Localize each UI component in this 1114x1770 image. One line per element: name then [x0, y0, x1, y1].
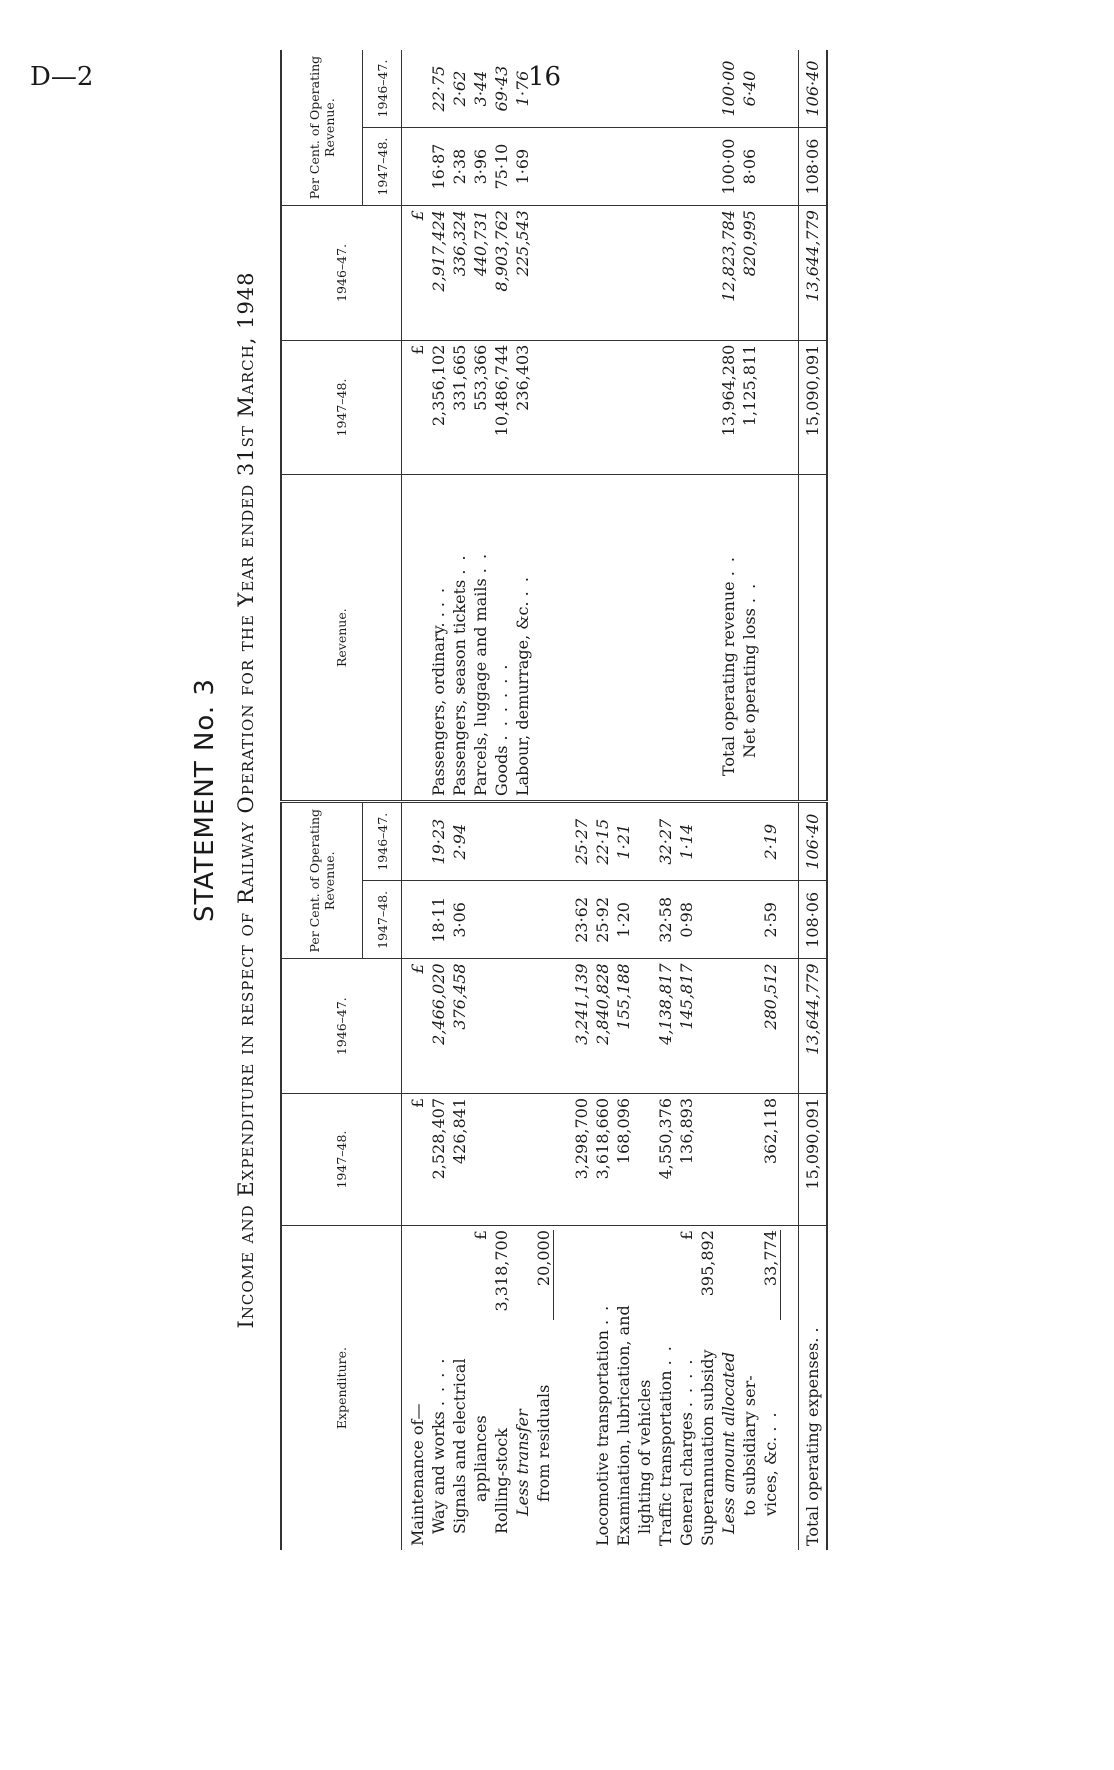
way-works-label: Way and works [429, 1411, 448, 1534]
traffic-1947: 4,550,376 [655, 1093, 676, 1225]
goods-pct-1946: 69·43 [491, 50, 512, 128]
services-label: vices, &c. [761, 1436, 780, 1516]
parcels-pct-1946: 3·44 [470, 50, 491, 128]
rev-percent-header: Per Cent. of Operating Revenue. [281, 50, 363, 206]
pound-sign: £ [408, 1097, 427, 1109]
revenue-total-1947: 15,090,091 [799, 340, 828, 475]
exp-year-1947-header: 1947–48. [281, 1093, 402, 1225]
rev-pct-1947-header: 1947–48. [363, 128, 402, 206]
net-loss-1946: 820,995 [739, 206, 760, 341]
exp-percent-header: Per Cent. of Operating Revenue. [281, 802, 363, 959]
revenue-total-pct-1946: 106·40 [799, 50, 828, 128]
signals-label-cont: appliances [471, 1415, 490, 1502]
traffic-1946: 4,138,817 [655, 959, 676, 1094]
page-number: 16 [528, 62, 562, 92]
general-charges-label: General charges [677, 1412, 696, 1546]
locomotive-1947: 3,618,660 [592, 1093, 613, 1225]
exp-pct-1946-header: 1946–47. [363, 802, 402, 881]
table-row [760, 50, 782, 1550]
subsidiary-services-value: 33,774 [761, 1230, 781, 1320]
leader-dots: . . [429, 585, 448, 608]
revenue-total-1946: 13,644,779 [799, 206, 828, 341]
pound-sign: £ [408, 344, 427, 355]
general-charges-1946: 145,817 [676, 959, 697, 1094]
rotated-statement [190, 50, 1100, 1550]
pound-sign: £ [408, 210, 427, 221]
table-row [571, 50, 592, 1550]
table-row [449, 50, 470, 1550]
examination-1946: 155,188 [613, 959, 634, 1094]
table-row [655, 50, 676, 1550]
labour-pct-1947: 1·69 [512, 128, 533, 206]
way-works-pct-1946: 19·23 [428, 802, 449, 881]
rolling-stock-pct-1946: 25·27 [571, 802, 592, 881]
total-expenses-label: Total operating expenses. . [799, 1226, 828, 1550]
total-expenses-pct-1947: 108·06 [799, 881, 828, 959]
net-loss-1947: 1,125,811 [739, 340, 760, 475]
table-row [491, 50, 512, 1550]
rolling-stock-1947: 3,298,700 [571, 1093, 592, 1225]
traffic-label: Traffic transportation [656, 1370, 675, 1546]
signals-1947: 426,841 [449, 1093, 470, 1225]
parcels-1947: 553,366 [470, 340, 491, 475]
signals-label: Signals and electrical [450, 1358, 469, 1534]
leader-dots: . . [761, 1410, 780, 1432]
subsidiary-services-label: to subsidiary ser- [740, 1375, 759, 1516]
signals-pct-1947: 3·06 [449, 881, 470, 959]
from-residuals-label: from residuals [534, 1384, 553, 1502]
rolling-stock-pct-1947: 23·62 [571, 881, 592, 959]
table-row [676, 50, 697, 1550]
parcels-label: Parcels, luggage and mails [471, 578, 490, 797]
leader-dots: . . . . . . [492, 662, 511, 741]
superannuation-1946: 280,512 [760, 959, 782, 1094]
leader-dots: . . [513, 575, 532, 597]
passengers-ordinary-1947: 2,356,102 [428, 340, 449, 475]
net-loss-pct-1946: 6·40 [739, 50, 760, 128]
way-works-1947: 2,528,407 [428, 1093, 449, 1225]
table-row [533, 50, 555, 1550]
general-charges-1947: 136,893 [676, 1093, 697, 1225]
superannuation-1947: 362,118 [760, 1093, 782, 1225]
table-row [428, 50, 449, 1550]
less-transfer-label: Less transfer [513, 1409, 532, 1516]
passengers-season-pct-1946: 2·62 [449, 50, 470, 128]
general-charges-pct-1946: 1·14 [676, 802, 697, 881]
leader-dots: . . [450, 553, 469, 575]
revenue-header: Revenue. [281, 475, 402, 802]
goods-label: Goods [492, 745, 511, 797]
table-row [697, 50, 718, 1550]
table-row [592, 50, 613, 1550]
general-charges-pct-1947: 0·98 [676, 881, 697, 959]
traffic-pct-1947: 32·58 [655, 881, 676, 959]
labour-label: Labour, demurrage, &c. [513, 601, 532, 797]
passengers-ordinary-label: Passengers, ordinary. . [429, 612, 448, 797]
passengers-ordinary-1946: 2,917,424 [428, 206, 449, 341]
table-row [718, 50, 739, 1550]
table-row [739, 50, 760, 1550]
passengers-season-1946: 336,324 [449, 206, 470, 341]
locomotive-label: Locomotive transportation [593, 1330, 612, 1546]
traffic-pct-1946: 32·27 [655, 802, 676, 881]
leader-dots: . . . . [429, 1356, 448, 1407]
total-expenses-1947: 15,090,091 [799, 1093, 828, 1225]
table-row [470, 50, 491, 1550]
passengers-season-1947: 331,665 [449, 340, 470, 475]
total-revenue-1946: 12,823,784 [718, 206, 739, 341]
examination-label-cont: lighting of vehicles [635, 1379, 654, 1534]
rolling-stock-1946: 3,241,139 [571, 959, 592, 1094]
passengers-ordinary-pct-1946: 22·75 [428, 50, 449, 128]
revenue-total-pct-1947: 108·06 [799, 128, 828, 206]
way-works-pct-1947: 18·11 [428, 881, 449, 959]
table-row [613, 50, 634, 1550]
superannuation-label: Superannuation subsidy [698, 1349, 717, 1546]
statement-heading: STATEMENT No. 3 [190, 678, 220, 922]
pound-sign: £ [408, 963, 427, 974]
total-expenses-1946: 13,644,779 [799, 959, 828, 1094]
table-row [799, 50, 828, 1550]
residuals-value: 20,000 [534, 1230, 554, 1320]
table-row [634, 50, 655, 1550]
locomotive-pct-1947: 25·92 [592, 881, 613, 959]
statement-title: Income and Expenditure in respect of Railway Operation for the Year ended 31st March, 1948 [234, 271, 258, 1329]
income-expenditure-table [280, 50, 828, 1550]
leader-dots: . . [719, 555, 738, 577]
examination-label: Examination, lubrication, and [614, 1305, 633, 1546]
passengers-ordinary-pct-1947: 16·87 [428, 128, 449, 206]
leader-dots: . . . . [677, 1357, 696, 1408]
leader-dots: . . [593, 1303, 612, 1325]
rev-year-1947-header: 1947–48. [281, 340, 402, 475]
superannuation-pct-1947: 2·59 [760, 881, 782, 959]
labour-1947: 236,403 [512, 340, 533, 475]
way-works-1946: 2,466,020 [428, 959, 449, 1094]
leader-dots: . . [740, 581, 759, 604]
net-loss-pct-1947: 8·06 [739, 128, 760, 206]
rolling-stock-gross: 3,318,700 [492, 1230, 511, 1312]
leader-dots: . . [471, 551, 490, 574]
locomotive-1946: 2,840,828 [592, 959, 613, 1094]
examination-1947: 168,096 [613, 1093, 634, 1225]
exp-pct-1947-header: 1947–48. [363, 881, 402, 959]
locomotive-pct-1946: 22·15 [592, 802, 613, 881]
parcels-1946: 440,731 [470, 206, 491, 341]
rolling-stock-label: Rolling-stock [492, 1428, 511, 1534]
less-allocated-label: Less amount allocated [719, 1351, 738, 1534]
rev-year-1946-header: 1946–47. [281, 206, 402, 341]
maintenance-heading: Maintenance of— [408, 1403, 427, 1546]
labour-1946: 225,543 [512, 206, 533, 341]
table-row [512, 50, 533, 1550]
page-reference: D—2 [30, 62, 94, 92]
pound-sign: £ [471, 1230, 490, 1241]
goods-1947: 10,486,744 [491, 340, 512, 475]
labour-pct-1946: 1·76 [512, 50, 533, 128]
expenditure-header: Expenditure. [281, 1226, 402, 1550]
examination-pct-1947: 1·20 [613, 881, 634, 959]
total-revenue-1947: 13,964,280 [718, 340, 739, 475]
signals-1946: 376,458 [449, 959, 470, 1094]
exp-year-1946-header: 1946–47. [281, 959, 402, 1094]
total-revenue-label: Total operating revenue [719, 581, 738, 777]
leader-dots: . . [656, 1344, 675, 1366]
net-loss-label: Net operating loss [740, 608, 759, 759]
passengers-season-label: Passengers, season tickets [450, 579, 469, 797]
parcels-pct-1947: 3·96 [470, 128, 491, 206]
superannuation-pct-1946: 2·19 [760, 802, 782, 881]
total-revenue-pct-1946: 100·00 [718, 50, 739, 128]
total-revenue-pct-1947: 100·00 [718, 128, 739, 206]
rev-pct-1946-header: 1946–47. [363, 50, 402, 128]
goods-1946: 8,903,762 [491, 206, 512, 341]
table-row [402, 50, 429, 1550]
pound-sign: £ [677, 1230, 696, 1241]
superannuation-gross: 395,892 [698, 1230, 717, 1297]
examination-pct-1946: 1·21 [613, 802, 634, 881]
signals-pct-1946: 2·94 [449, 802, 470, 881]
goods-pct-1947: 75·10 [491, 128, 512, 206]
total-expenses-pct-1946: 106·40 [799, 802, 828, 881]
passengers-season-pct-1947: 2·38 [449, 128, 470, 206]
